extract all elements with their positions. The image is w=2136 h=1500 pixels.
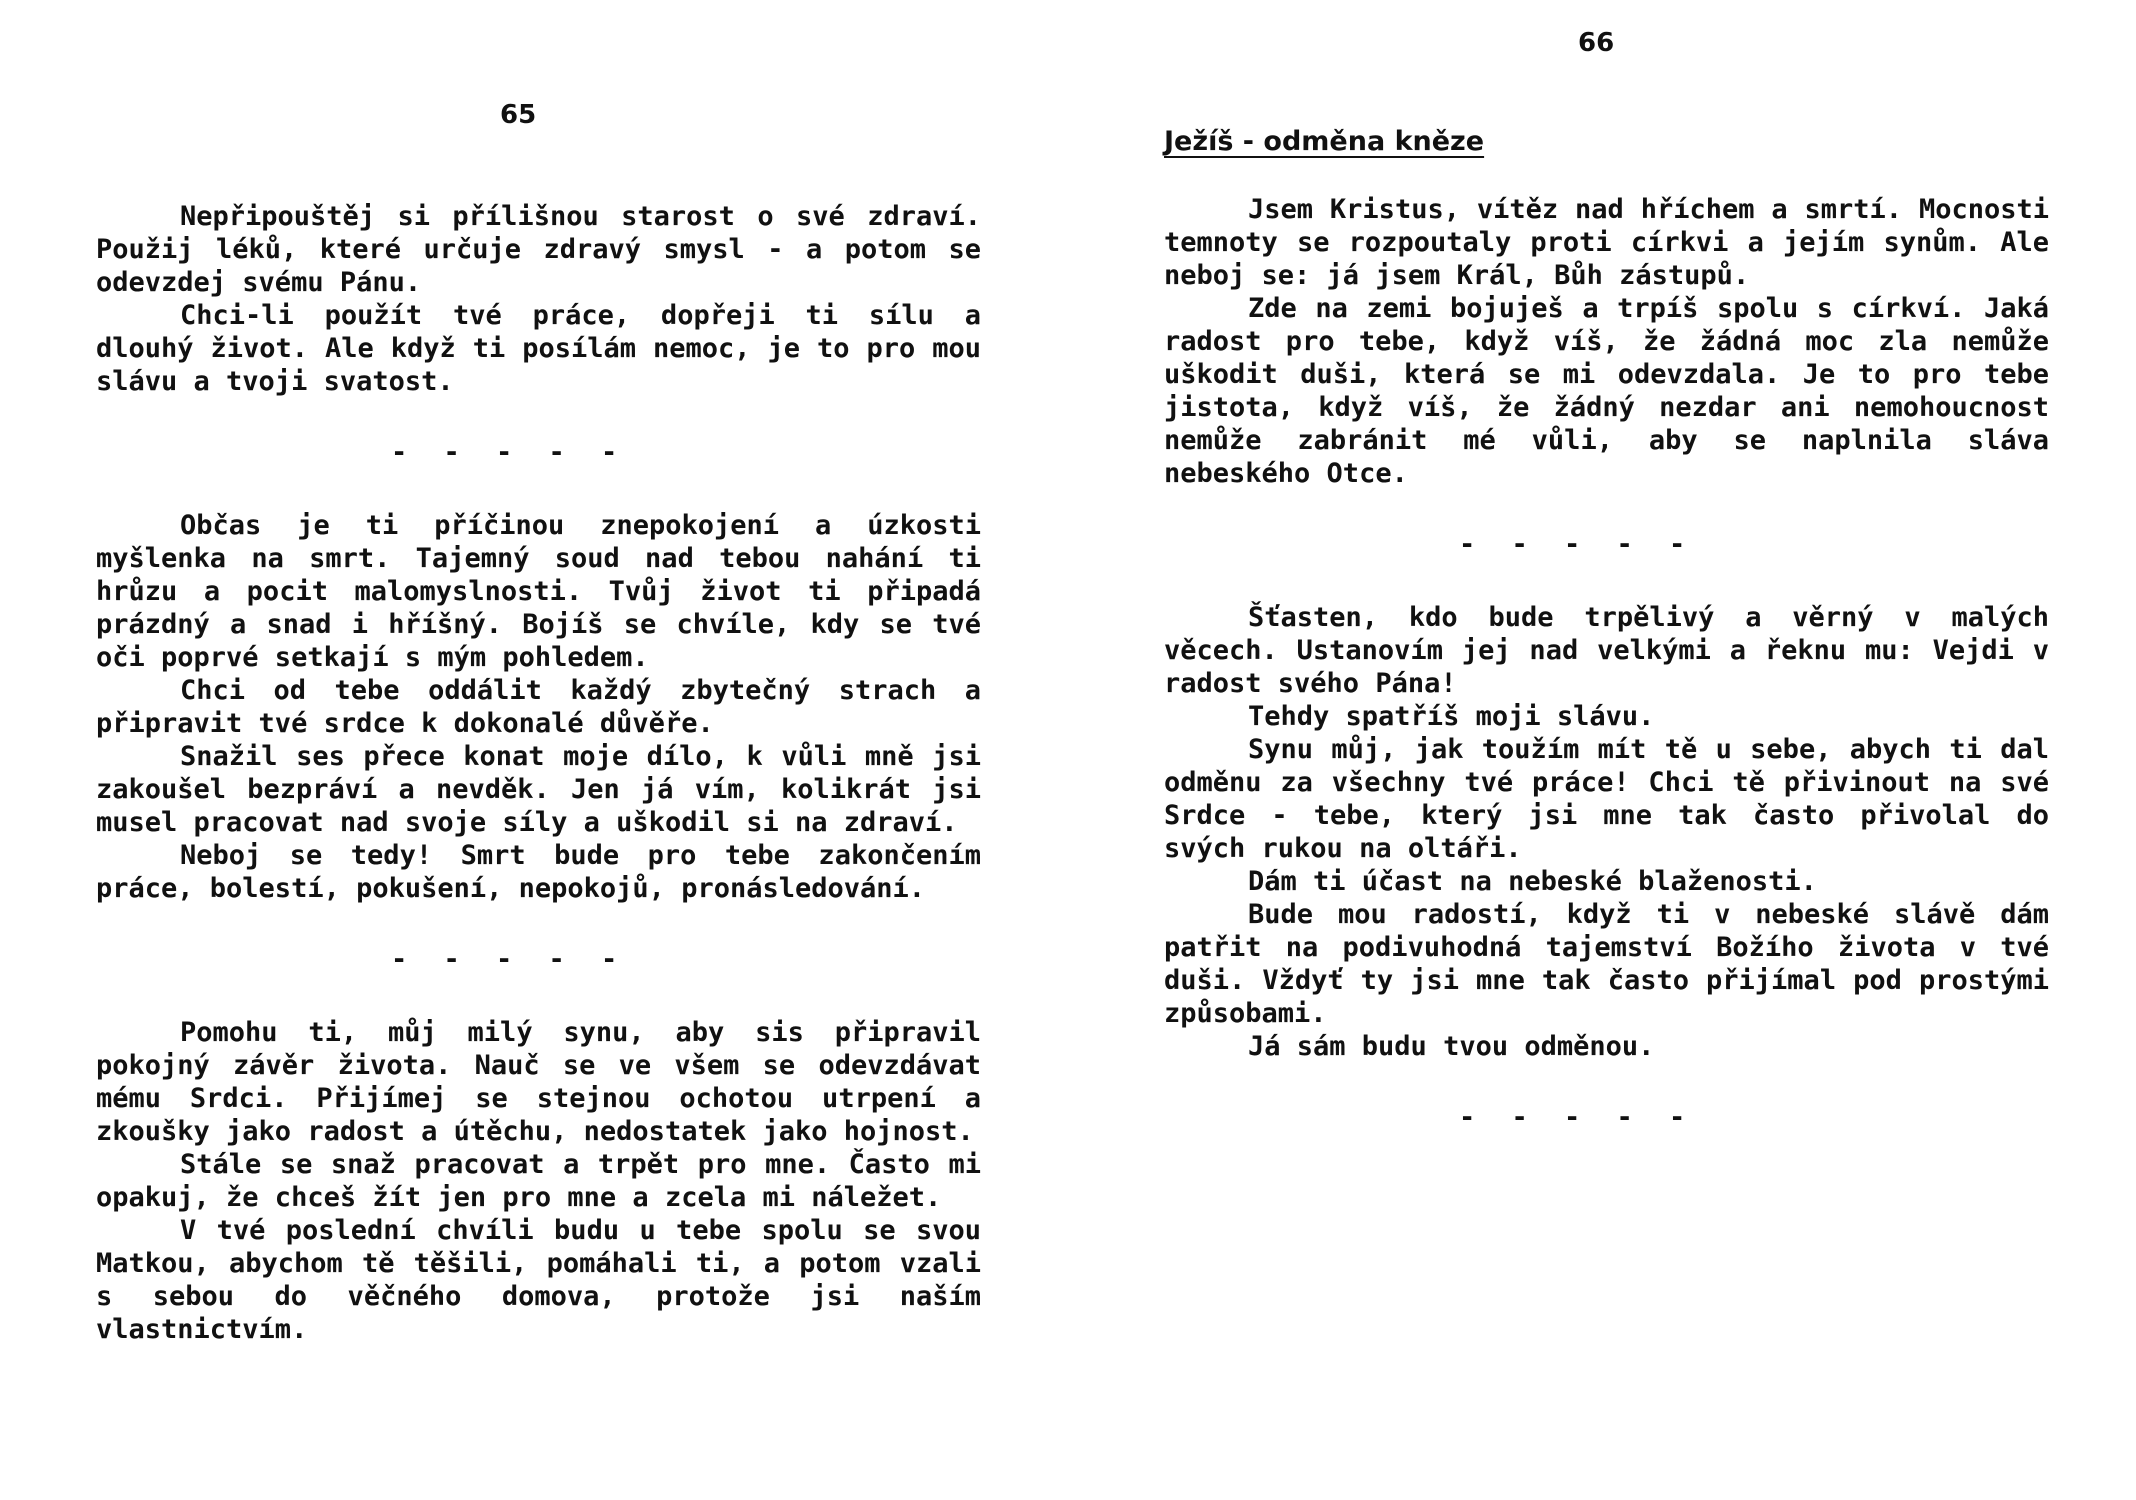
left-page-text	[96, 200, 981, 1346]
section-separator: - - - - -	[1459, 529, 1696, 560]
paragraph: Nepřipouštěj si přílišnou starost o své zdraví. Použij léků, které určuje zdravý smysl - a potom se odevzdej svému Pánu.	[96, 201, 981, 298]
section-separator: - - - - -	[1459, 1102, 1696, 1133]
paragraph: Jsem Kristus, vítěz nad hříchem a smrtí. Mocnosti temnoty se rozpoutaly proti církvi a jejím synům. Ale neboj se: já jsem Král, Bůh zástupů.	[1164, 194, 2049, 291]
page-number: 66	[1578, 28, 1615, 58]
section-separator: - - - - -	[391, 944, 628, 975]
page-number: 65	[500, 100, 537, 130]
paragraph: Stále se snaž pracovat a trpět pro mne. Často mi opakuj, že chceš žít jen pro mne a zcela mi náležet.	[96, 1149, 981, 1213]
right-page-text	[1164, 193, 2049, 1174]
paragraph: Synu můj, jak toužím mít tě u sebe, abych ti dal odměnu za všechny tvé práce! Chci tě přivinout na své Srdce - tebe, který jsi mne tak často přivolal do svých rukou na oltáři.	[1164, 734, 2049, 864]
section-separator: - - - - -	[391, 437, 628, 468]
paragraph: Občas je ti příčinou znepokojení a úzkosti myšlenka na smrt. Tajemný soud nad tebou nahání ti hrůzu a pocit malomyslnosti. Tvůj život ti připadá prázdný a snad i hříšný. Bojíš se chvíle, kdy se tvé oči poprvé setkají s mým pohledem.	[96, 510, 981, 673]
right-page	[1068, 0, 2136, 1500]
paragraph: Chci-li použít tvé práce, dopřeji ti sílu a dlouhý život. Ale když ti posílám nemoc, je to pro mou slávu a tvoji svatost.	[96, 300, 981, 397]
paragraph: Šťasten, kdo bude trpělivý a věrný v malých věcech. Ustanovím jej nad velkými a řeknu mu: Vejdi v radost svého Pána!	[1164, 602, 2049, 699]
paragraph: V tvé poslední chvíli budu u tebe spolu se svou Matkou, abychom tě těšili, pomáhali ti, a potom vzali s sebou do věčného domova, protože jsi naším vlastnictvím.	[96, 1215, 981, 1345]
paragraph: Bude mou radostí, když ti v nebeské slávě dám patřit na podivuhodná tajemství Božího života v tvé duši. Vždyť ty jsi mne tak často přijímal pod prostými způsobami.	[1164, 899, 2049, 1029]
paragraph: Já sám budu tvou odměnou.	[1248, 1031, 1655, 1062]
section-heading: Ježíš - odměna kněze	[1164, 126, 1485, 157]
paragraph: Neboj se tedy! Smrt bude pro tebe zakončením práce, bolestí, pokušení, nepokojů, pronásledování.	[96, 840, 981, 904]
paragraph: Pomohu ti, můj milý synu, aby sis připravil pokojný závěr života. Nauč se ve všem se odevzdávat mému Srdci. Přijímej se stejnou ochotou utrpení a zkoušky jako radost a útěchu, nedostatek jako hojnost.	[96, 1017, 981, 1147]
paragraph: Zde na zemi bojuješ a trpíš spolu s církví. Jaká radost pro tebe, když víš, že žádná moc zla nemůže uškodit duši, která se mi odevzdala. Je to pro tebe jistota, když víš, že žádný nezdar ani nemohoucnost nemůže zabránit mé vůli, aby se naplnila sláva nebeského Otce.	[1164, 293, 2049, 489]
paragraph: Dám ti účast na nebeské blaženosti.	[1248, 866, 1817, 897]
paragraph: Snažil ses přece konat moje dílo, k vůli mně jsi zakoušel bezpráví a nevděk. Jen já vím, kolikrát jsi musel pracovat nad svoje síly a uškodil si na zdraví.	[96, 741, 981, 838]
paragraph: Chci od tebe oddálit každý zbytečný strach a připravit tvé srdce k dokonalé důvěře.	[96, 675, 981, 739]
paragraph: Tehdy spatříš moji slávu.	[1248, 701, 1655, 732]
